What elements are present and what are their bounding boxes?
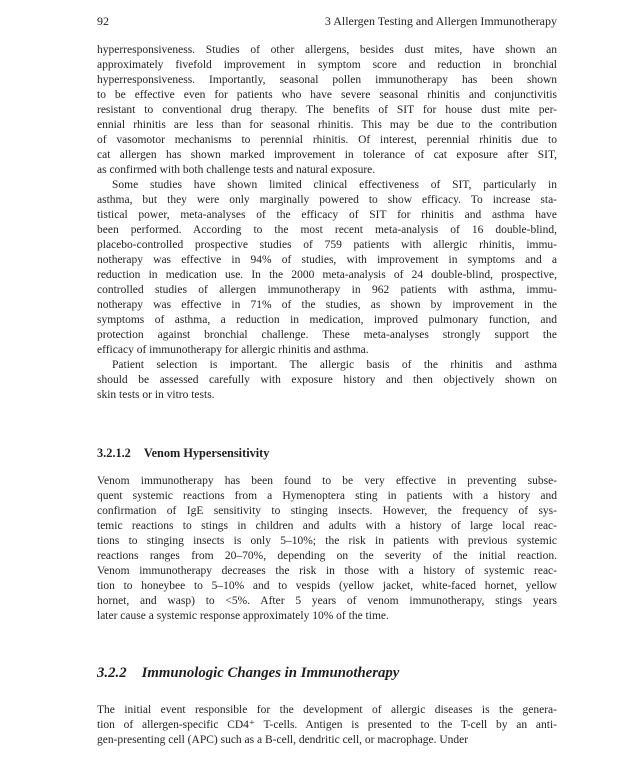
paragraph [97,358,557,403]
page-header [97,14,557,28]
text-line: approximately fivefold improvement in symptom score and reduction in bronchial [97,59,557,71]
text-line: hornet, and wasp) to <5%. After 5 years of venom immunotherapy, stings years [97,595,557,607]
text-line: The initial event responsible for the development of allergic diseases is the genera- [97,704,557,716]
text-line: should be assessed carefully with exposure history and then objectively shown on [97,374,557,386]
text-line: tion to honeybee to 5–10% and to vespids (yellow jacket, white-faced hornet, yellow [97,580,557,592]
heading-number: 3.2.1.2 [97,446,131,460]
page-body [97,43,557,748]
text-line: quent systemic reactions from a Hymenoptera sting in patients with a history and [97,490,557,502]
text-line: skin tests or in vitro tests. [97,389,215,401]
text-line: tion of allergen-specific CD4⁺ T-cells. Antigen is presented to the T-cell by an anti- [97,719,557,731]
sub-heading [97,446,557,461]
page-number: 92 [97,14,109,28]
text-line: tions to stinging insects is only 5–10%; the risk in patients with previous systemic [97,535,557,547]
text-line: as confirmed with both challenge tests and natural exposure. [97,164,376,176]
text-line: tistical power, meta-analyses of the efficacy of SIT for rhinitis and asthma have [97,209,557,221]
text-line: hyperresponsiveness. Studies of other allergens, besides dust mites, have shown an [97,44,557,56]
text-line: confirmation of IgE sensitivity to stinging insects. However, the frequency of sys- [97,505,557,517]
text-line: hyperresponsiveness. Importantly, seasonal pollen immunotherapy has been shown [97,74,557,86]
text-line: placebo-controlled prospective studies of 759 patients with allergic rhinitis, immu- [97,239,557,251]
text-line: controlled studies of allergen immunotherapy in 962 patients with asthma, immu- [97,284,557,296]
text-line: asthma, but they were only marginally powered to show efficacy. To increase sta- [97,194,557,206]
text-line: Some studies have shown limited clinical effectiveness of SIT, particularly in [112,179,557,191]
text-line: of vasomotor mechanisms to perennial rhinitis. Of interest, perennial rhinitis due to [97,134,557,146]
text-line: been performed. According to the most recent meta-analysis of 16 double-blind, [97,224,557,236]
paragraph [97,43,557,178]
text-line: symptoms of asthma, a reduction in medication, improved pulmonary function, and [97,314,557,326]
text-line: efficacy of immunotherapy for allergic rhinitis and asthma. [97,344,369,356]
text-line: cat allergen has shown marked improvement in tolerance of cat exposure after SIT, [97,149,557,161]
text-line: reduction in medication use. In the 2000 meta-analysis of 24 double-blind, prospective, [97,269,557,281]
text-line: notherapy was effective in 94% of studies, with improvement in symptoms and a [97,254,557,266]
text-line: ennial rhinitis are less than for seasonal rhinitis. This may be due to the contribution [97,119,557,131]
heading-number: 3.2.2 [97,665,127,681]
text-line: Venom immunotherapy has been found to be very effective in preventing subse- [97,475,557,487]
text-line: gen-presenting cell (APC) such as a B-cell, dendritic cell, or macrophage. Under [97,734,469,746]
text-line: temic reactions to stings in children and adults with a history of large local reac- [97,520,557,532]
paragraph [97,474,557,624]
section-heading [97,664,557,682]
running-title: 3 Allergen Testing and Allergen Immunotherapy [324,14,557,28]
text-line: notherapy was effective in 71% of the studies, as shown by improvement in the [97,299,557,311]
paragraph [97,178,557,358]
text-line: later cause a systemic response approximately 10% of the time. [97,610,389,622]
text-line: resistant to conventional drug therapy. The benefits of SIT for house dust mite per- [97,104,557,116]
text-line: Venom immunotherapy decreases the risk in those with a history of systemic reac- [97,565,557,577]
heading-title: Venom Hypersensitivity [143,446,270,460]
text-line: Patient selection is important. The allergic basis of the rhinitis and asthma [112,359,557,371]
heading-title: Immunologic Changes in Immunotherapy [141,665,400,681]
text-line: protection against bronchial challenge. These meta-analyses strongly support the [97,329,557,341]
text-line: reactions ranges from 20–70%, depending on the severity of the initial reaction. [97,550,557,562]
paragraph [97,703,557,748]
text-line: to be effective even for patients who have severe seasonal rhinitis and conjunctivitis [97,89,557,101]
